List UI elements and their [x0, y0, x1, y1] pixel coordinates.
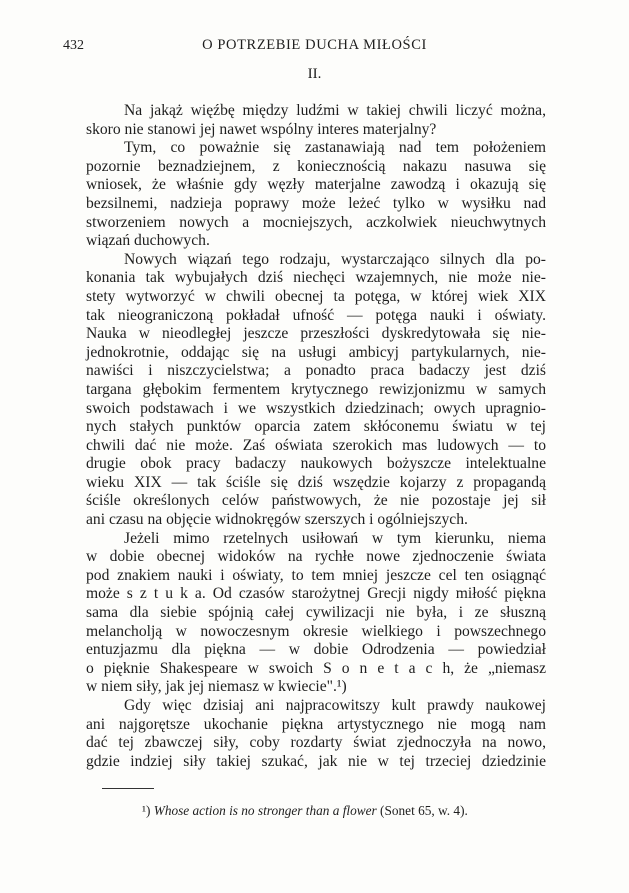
- text-line: drugie obok pracy badaczy naukowych bożyszcze intelektualne: [86, 455, 546, 473]
- text-line: konania tak wybujałych dziś niechęci wzajemnych, nie może nie-: [86, 269, 546, 287]
- footnote-rule: [102, 788, 154, 789]
- text-line: targana głębokim fermentem krytycznego rewizjonizmu w samych: [86, 380, 546, 398]
- text-line: ani najgorętsze ukochanie piękna artystycznego nie mogą nam: [86, 715, 546, 733]
- text-line: pozornie beznadziejnem, z koniecznością nakazu nasuwa się: [86, 157, 546, 175]
- text-line: Na jakąż więźbę między ludźmi w takiej chwili liczyć można,: [124, 102, 546, 119]
- text-line: o pięknie Shakespeare w swoich S o n e t a c h, że „niemasz: [86, 659, 546, 677]
- text-line: w niem siły, jak jej niemasz w kwiecie".¹): [86, 678, 347, 696]
- text-line: Gdy więc dzisiaj ani najpracowitszy kult prawdy naukowej: [124, 697, 546, 714]
- text-line: dać tej zbawczej siły, coby rozdarty świat zjednoczyła na nowo,: [86, 734, 546, 752]
- footnote-quote: Whose action is no stronger than a flower: [153, 803, 377, 818]
- text-line: stety wytworzyć w chwili obecnej ta potęga, w której wiek XIX: [86, 287, 546, 305]
- page-number: 432: [63, 38, 84, 53]
- body-text: [86, 102, 546, 771]
- footnote: [142, 803, 468, 819]
- text-line: nawiści i niszczycielstwa; a ponadto praca badaczy jest dziś: [86, 362, 546, 380]
- text-line: swoich podstawach i we wszystkich dziedzinach; owych upragnio-: [86, 399, 546, 417]
- text-line: jednokrotnie, oddając się na usługi ambicyj partykularnych, nie-: [86, 343, 546, 361]
- text-line: Jeżeli mimo rzetelnych usiłowań w tym kierunku, niema: [124, 529, 546, 547]
- text-line: w dobie obecnej widoków na rychłe nowe zjednoczenie świata: [86, 548, 546, 566]
- section-heading: II.: [307, 66, 322, 82]
- text-line: nych stałych punktów oparcia zatem skłóconemu światu w tej: [86, 418, 546, 436]
- text-line: stworzeniem nowych a mocniejszych, aczkolwiek nieuchwytnych: [86, 213, 546, 231]
- text-line: Nauka w nieodległej jeszcze przeszłości dyskredytowała się nie-: [86, 325, 546, 343]
- text-line: gdzie indziej siły takiej szukać, jak nie w tej trzeciej dziedzinie: [86, 752, 546, 770]
- text-line: Tym, co poważnie się zastanawiają nad tem położeniem: [124, 139, 546, 157]
- text-line: melancholją w nowoczesnym okresie wielkiego i powszechnego: [86, 622, 546, 640]
- running-title: O POTRZEBIE DUCHA MIŁOŚCI: [202, 37, 427, 53]
- text-line: chwili dać nie może. Zaś oświata szerokich mas ludowych — to: [86, 436, 546, 454]
- text-line: bezsilnemi, nadzieja poprawy może leżeć tylko w wysiłku nad: [86, 194, 546, 212]
- text-line: tak nieograniczoną pokładał ufność — potęga nauki i oświaty.: [86, 306, 546, 324]
- text-line: pod znakiem nauki i oświaty, to tem mniej jeszcze cel ten osiągnąć: [86, 566, 546, 584]
- text-line: sama dla siebie spójnią całej cywilizacji nie była, i ze słuszną: [86, 604, 546, 622]
- text-line: ściśle określonych celów państwowych, że nie pozostaje jej sił: [86, 492, 546, 510]
- text-line: wieku XIX — tak ściśle się dziś wszędzie kojarzy z propagandą: [86, 473, 546, 491]
- footnote-source: (Sonet 65, w. 4).: [380, 803, 468, 818]
- text-line: Nowych wiązań tego rodzaju, wystarczająco silnych dla po-: [124, 250, 546, 268]
- footnote-marker: ¹): [142, 803, 151, 818]
- text-line: wniosek, że właśnie gdy węzły materjalne zawodzą i okazują się: [86, 176, 546, 194]
- text-line: entuzjazmu dla piękna — w dobie Odrodzenia — powiedział: [86, 641, 546, 659]
- text-line: wiązań duchowych.: [86, 232, 210, 250]
- text-line: może s z t u k a. Od czasów starożytnej Grecji nigdy miłość piękna: [86, 585, 546, 603]
- text-line: ani czasu na objęcie widnokręgów szerszych i ogólniejszych.: [86, 511, 468, 529]
- text-line: skoro nie stanowi jej nawet wspólny interes materjalny?: [86, 120, 437, 138]
